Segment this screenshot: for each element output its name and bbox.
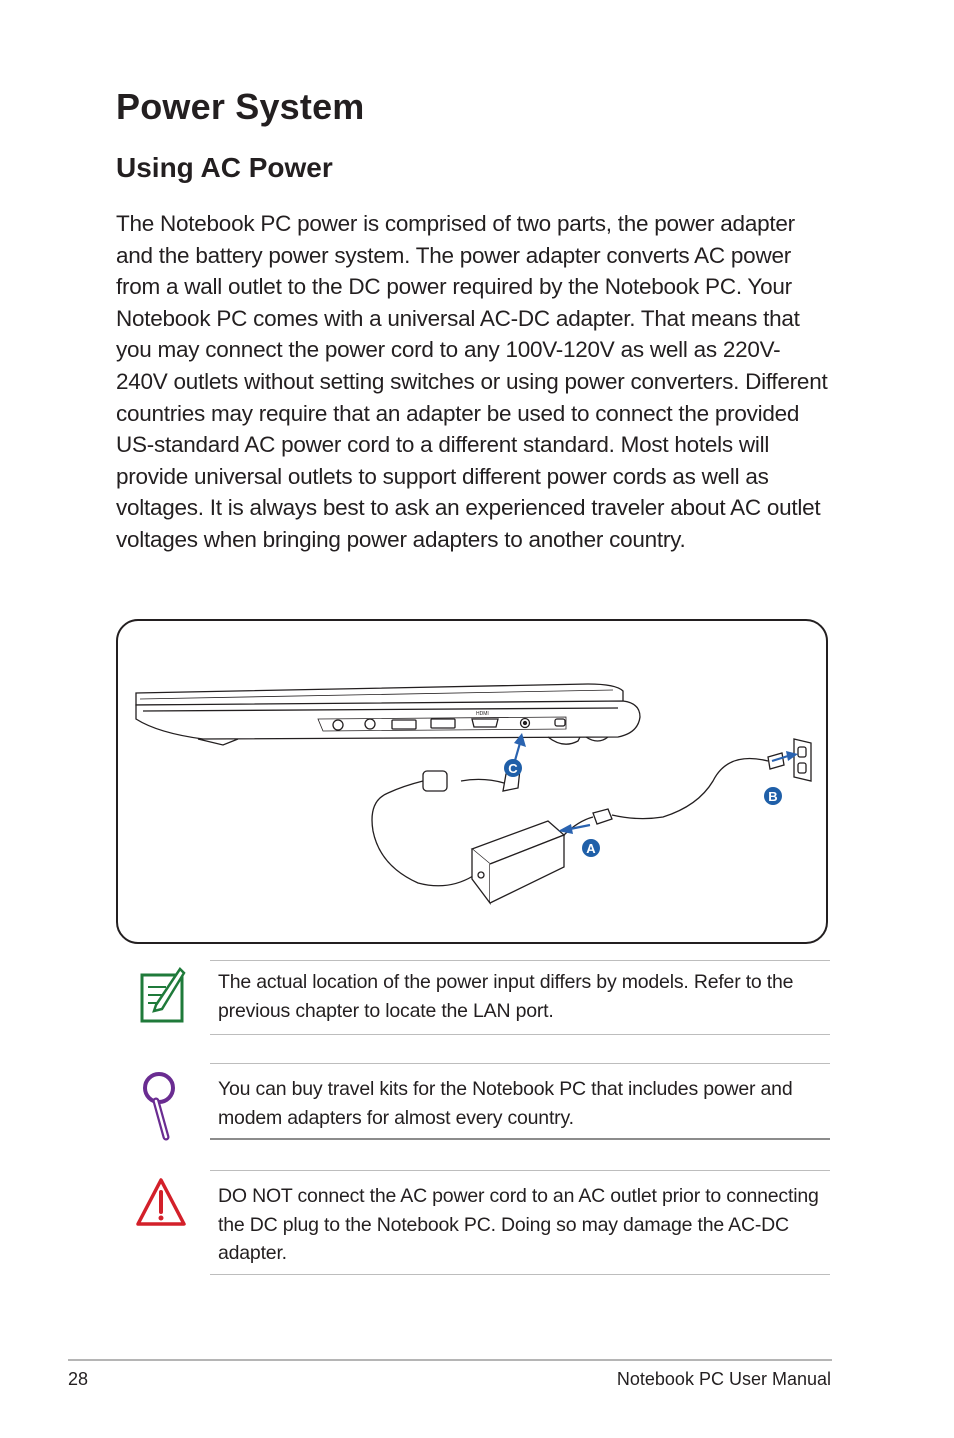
footer-manual-title: Notebook PC User Manual <box>616 1369 831 1389</box>
body-paragraph: The Notebook PC power is comprised of two parts, the power adapter and the battery power system. The power adapter converts AC power from a wall outlet to the DC power required by the Notebook PC. Your Notebook PC comes with a universal AC-DC adapter. That means that you may connect the power cord to any 100V-120V as well as 220V-240V outlets without setting switches or using power converters. Different countries may require that an adapter be used to connect the provided US-standard AC power cord to a different standard. Most hotels will provide universal outlets to support different power cords as well as voltages. It is always best to ask an experienced traveler about AC outlet voltages when bringing power adapters to another country. <box>116 211 828 552</box>
footer-rule <box>68 1359 832 1361</box>
svg-text:B: B <box>768 789 778 804</box>
wall-outlet <box>794 739 811 781</box>
ac-power-illustration <box>118 621 828 944</box>
callout-b <box>764 787 782 805</box>
tip-magnifier-icon <box>140 1071 178 1143</box>
note-box-info <box>210 960 830 1036</box>
note-pencil-icon <box>138 965 186 1025</box>
connection-arrows <box>512 733 798 834</box>
page-title: Power System <box>116 86 365 127</box>
svg-text:A: A <box>586 841 596 856</box>
note-text-warning: DO NOT connect the AC power cord to an AC outlet prior to connecting the DC plug to the Notebook PC. Doing so may damage the AC-DC adapter. <box>218 1185 819 1264</box>
section-title: Using AC Power <box>116 152 333 183</box>
ac-power-figure <box>116 619 828 944</box>
svg-text:C: C <box>508 761 518 776</box>
note-box-warning <box>210 1170 830 1276</box>
callout-a <box>582 839 600 857</box>
note-text-info: The actual location of the power input differs by models. Refer to the previous chapter to locate the LAN port. <box>218 971 794 1022</box>
callout-c <box>504 759 522 777</box>
page-number: 28 <box>68 1369 89 1389</box>
note-text-tip: You can buy travel kits for the Notebook PC that includes power and modem adapters for almost every country. <box>218 1078 793 1129</box>
power-adapter-brick <box>472 821 564 903</box>
note-box-tip <box>210 1063 830 1141</box>
notebook-side-view <box>136 684 640 745</box>
warning-triangle-icon <box>135 1176 187 1230</box>
hdmi-port-label: HDMI <box>476 711 489 717</box>
